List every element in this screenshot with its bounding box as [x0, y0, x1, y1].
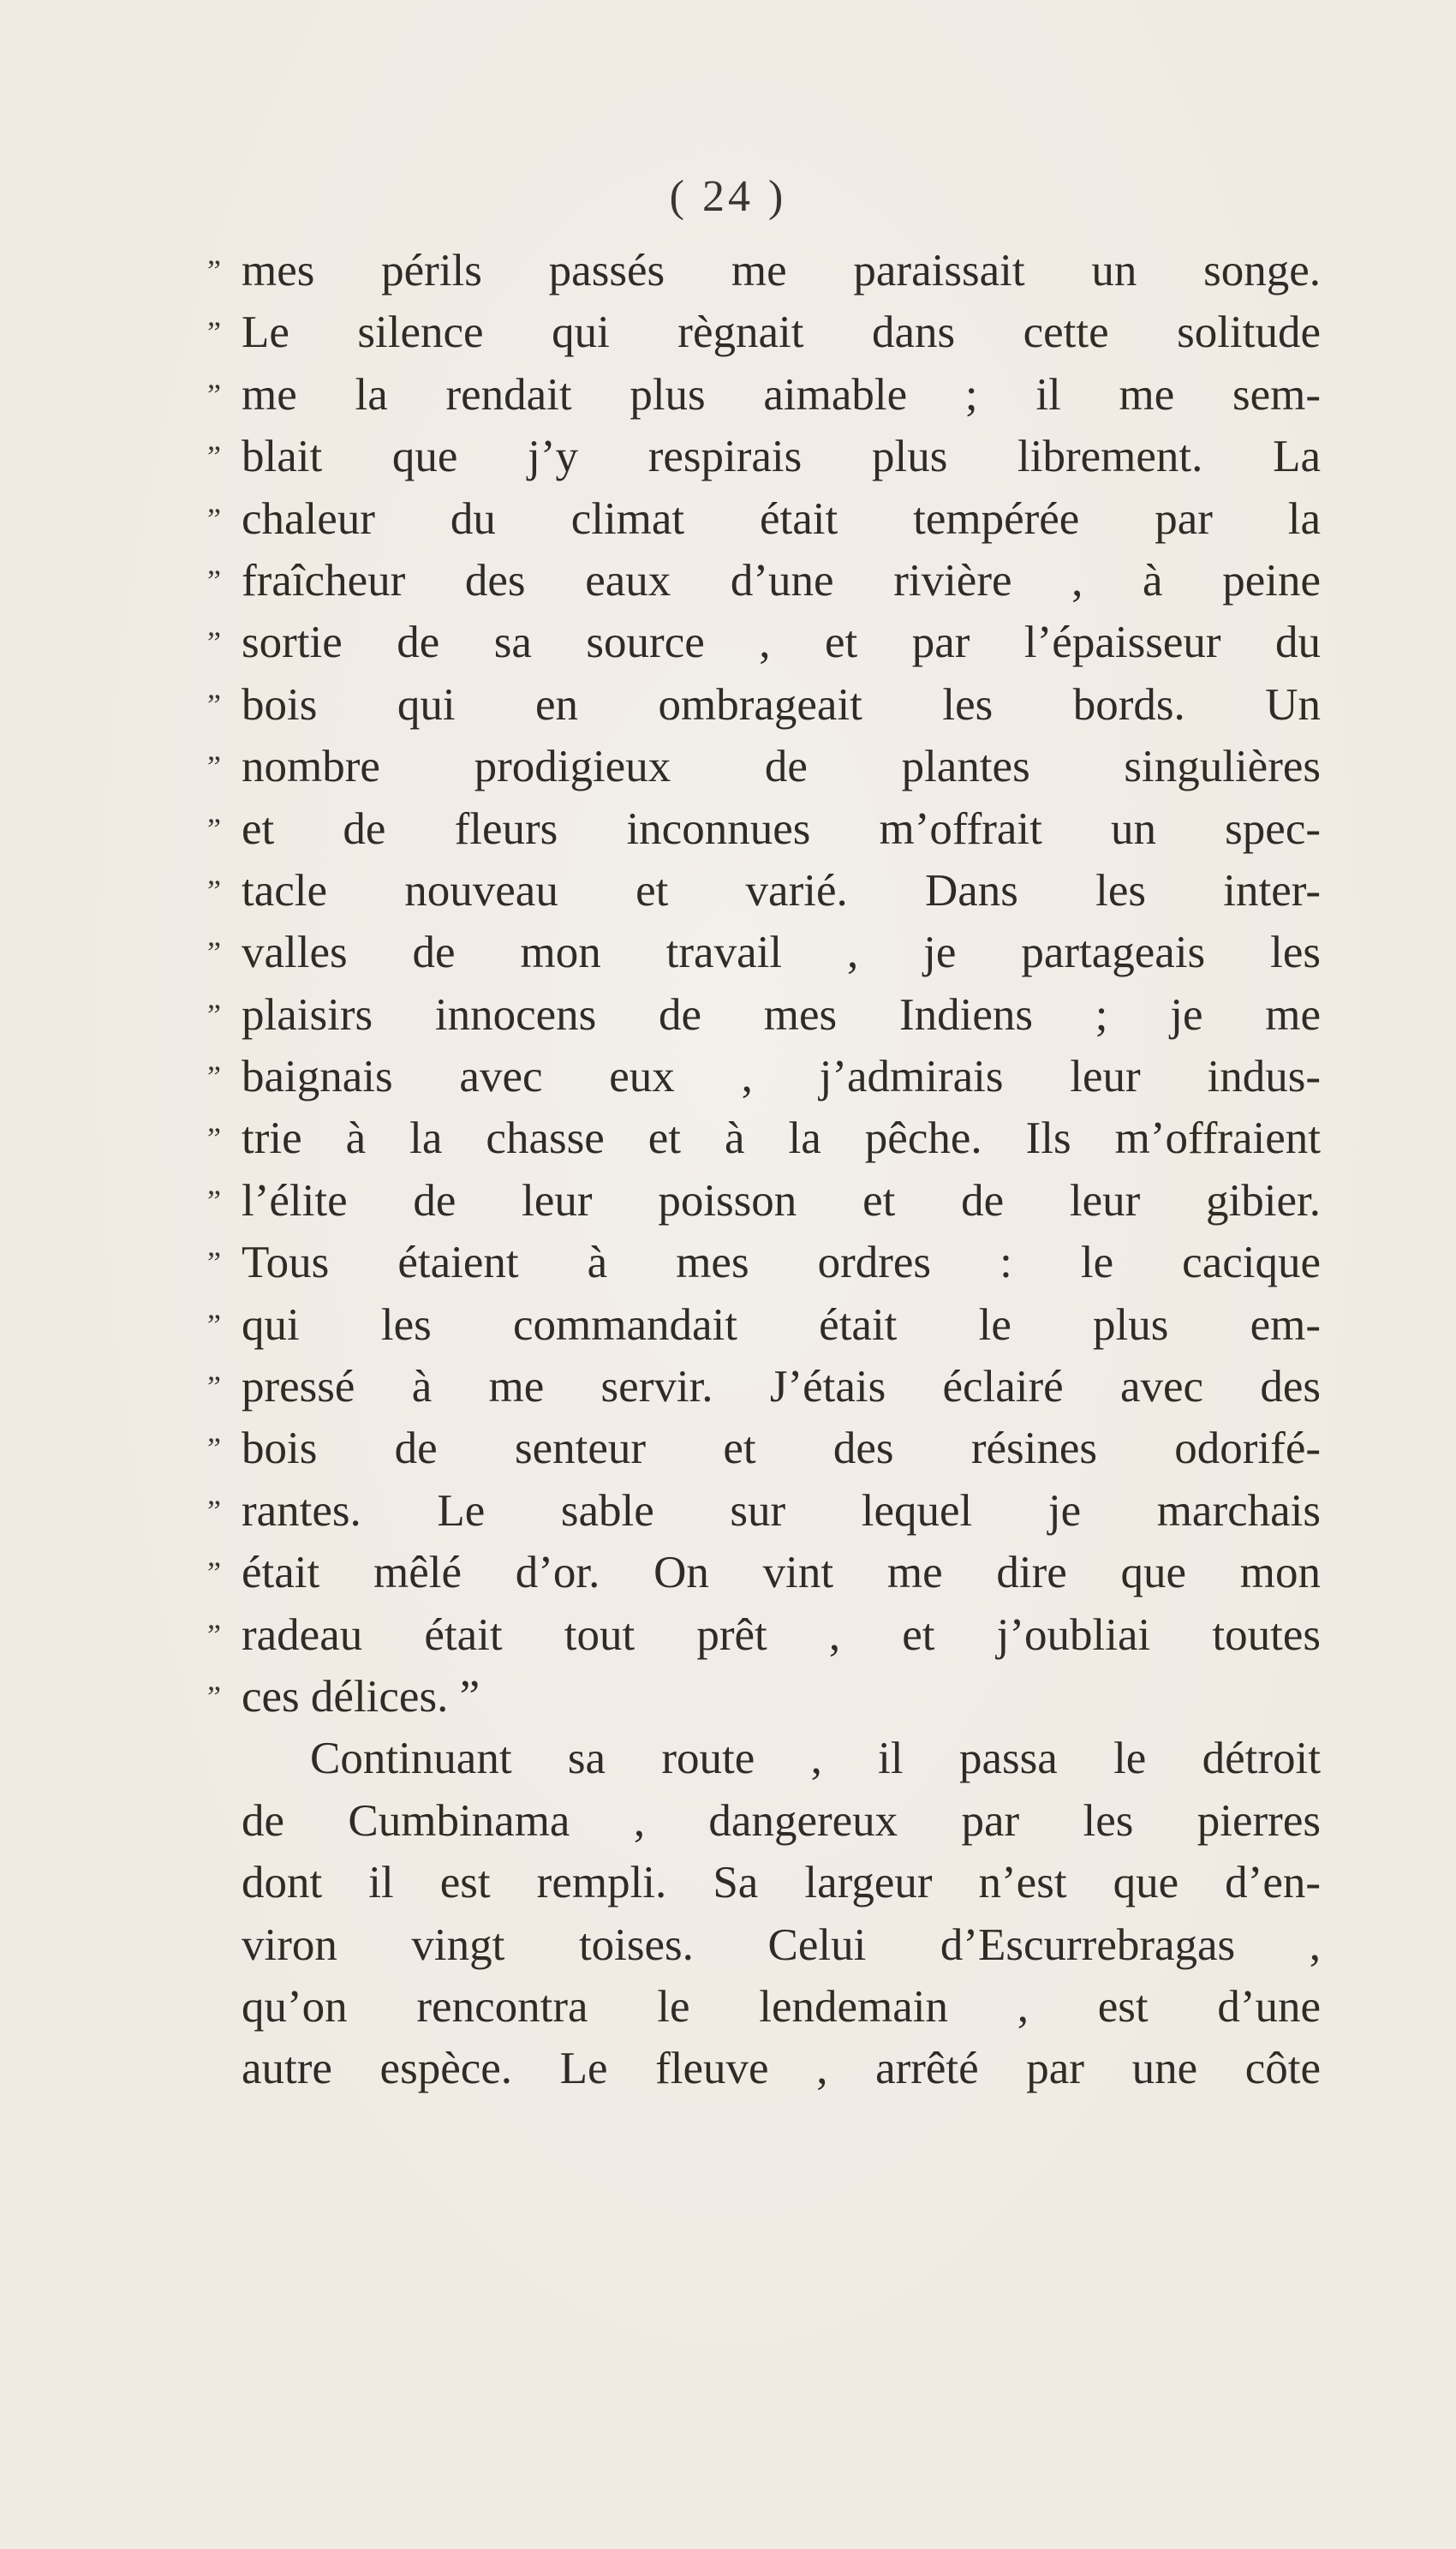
text-line: [207, 1604, 1321, 1666]
line-text: viron vingt toises. Celui d’Escurrebragas ,: [242, 1919, 1321, 1970]
text-line: [242, 2038, 1321, 2099]
text-line: [207, 1294, 1321, 1356]
quote-marker: ”: [207, 1555, 221, 1591]
line-text: rantes. Le sable sur lequel je marchais: [242, 1485, 1321, 1536]
text-line: [207, 1666, 1321, 1728]
line-text: mes périls passés me paraissait un songe.: [242, 246, 1321, 295]
line-text: me la rendait plus aimable ; il me sem-: [242, 369, 1321, 420]
text-line: [207, 550, 1321, 612]
page-number: ( 24 ): [669, 172, 787, 221]
quote-marker: ”: [207, 501, 221, 536]
text-line: [207, 736, 1321, 797]
quote-marker: ”: [207, 1307, 221, 1342]
text-line: [207, 301, 1321, 363]
text-line: [207, 674, 1321, 736]
text-line: [207, 488, 1321, 550]
line-text: qui les commandait était le plus em-: [242, 1299, 1321, 1350]
line-text: de Cumbinama , dangereux par les pierres: [242, 1795, 1321, 1846]
text-line: [242, 1790, 1321, 1852]
text-line: [207, 1542, 1321, 1603]
line-text: nombre prodigieux de plantes singulières: [242, 742, 1321, 792]
quote-marker: ”: [207, 1245, 221, 1280]
line-text: fraîcheur des eaux d’une rivière , à peine: [242, 555, 1321, 606]
line-text: l’élite de leur poisson et de leur gibier.: [242, 1175, 1321, 1226]
quote-marker: ”: [207, 315, 221, 350]
text-line: [207, 1356, 1321, 1418]
line-text: tacle nouveau et varié. Dans les inter-: [242, 865, 1321, 916]
text-line: [207, 1107, 1321, 1169]
text-line: [207, 860, 1321, 922]
quote-marker: ”: [207, 1431, 221, 1466]
line-text: bois qui en ombrageait les bords. Un: [242, 679, 1321, 730]
text-line: [207, 1170, 1321, 1232]
text-line: [207, 984, 1321, 1046]
quote-marker: ”: [207, 687, 221, 722]
quote-marker: ”: [207, 997, 221, 1032]
text-line: [242, 1728, 1321, 1789]
quote-marker: ”: [207, 377, 221, 412]
quote-marker: ”: [207, 749, 221, 785]
line-text: Le silence qui règnait dans cette solitude: [242, 307, 1321, 358]
text-line: [242, 1852, 1321, 1913]
line-text: baignais avec eux , j’admirais leur indus-: [242, 1052, 1321, 1102]
line-text: pressé à me servir. J’étais éclairé avec des: [242, 1362, 1321, 1412]
line-text: dont il est rempli. Sa largeur n’est que d’en-: [242, 1858, 1321, 1908]
text-line: [207, 1232, 1321, 1293]
text-line: [207, 426, 1321, 487]
quote-marker: ”: [207, 1617, 221, 1652]
quote-marker: ”: [207, 1493, 221, 1528]
line-text: autre espèce. Le fleuve , arrêté par une côte: [242, 2044, 1321, 2094]
quote-marker: ”: [207, 1121, 221, 1156]
line-text: valles de mon travail , je partageais les: [242, 928, 1321, 978]
text-line: [207, 364, 1321, 426]
line-text: trie à la chasse et à la pêche. Ils m’offraient: [242, 1113, 1321, 1164]
line-text: bois de senteur et des résines odorifé-: [242, 1424, 1321, 1474]
quote-marker: ”: [207, 811, 221, 846]
text-line: [207, 922, 1321, 983]
line-text: Tous étaient à mes ordres : le cacique: [242, 1238, 1321, 1288]
text-line: [207, 1046, 1321, 1107]
text-line: [242, 1914, 1321, 1976]
line-text: blait que j’y respirais plus librement. La: [242, 432, 1321, 482]
line-text: sortie de sa source , et par l’épaisseur du: [242, 618, 1321, 668]
text-line: [242, 1976, 1321, 2038]
line-text: radeau était tout prêt , et j’oubliai toutes: [242, 1609, 1321, 1660]
text-line: [207, 1418, 1321, 1479]
quote-marker: ”: [207, 439, 221, 475]
text-line: [207, 798, 1321, 860]
quote-marker: ”: [207, 625, 221, 660]
line-text: était mêlé d’or. On vint me dire que mon: [242, 1548, 1321, 1598]
line-text: Continuant sa route , il passa le détroit: [310, 1734, 1321, 1784]
line-text: plaisirs innocens de mes Indiens ; je me: [242, 989, 1321, 1040]
text-line: [207, 240, 1321, 301]
quote-marker: ”: [207, 935, 221, 970]
quote-marker: ”: [207, 1679, 221, 1714]
quote-marker: ”: [207, 1183, 221, 1218]
line-text: qu’on rencontra le lendemain , est d’une: [242, 1981, 1321, 2032]
text-line: [207, 1480, 1321, 1542]
line-text: ces délices. ”: [242, 1671, 480, 1722]
quote-marker: ”: [207, 1370, 221, 1405]
quote-marker: ”: [207, 873, 221, 908]
text-block: [207, 240, 1321, 2100]
quote-marker: ”: [207, 254, 221, 288]
line-text: et de fleurs inconnues m’offrait un spec-: [242, 803, 1321, 854]
quote-marker: ”: [207, 563, 221, 598]
text-line: [207, 612, 1321, 673]
line-text: chaleur du climat était tempérée par la: [242, 493, 1321, 544]
quote-marker: ”: [207, 1060, 221, 1095]
